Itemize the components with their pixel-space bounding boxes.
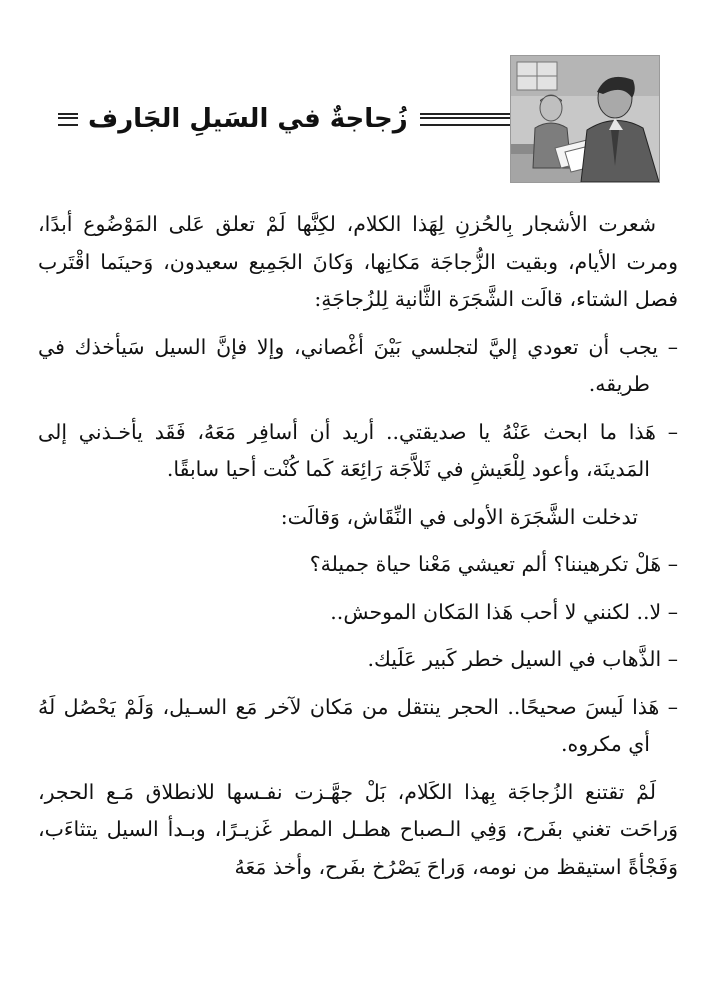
two-men-illustration bbox=[510, 55, 660, 183]
title-rule-right bbox=[420, 113, 510, 126]
dialog-line-3: – هَلْ تكرهيننا؟ ألم تعيشي مَعْنا حياة جميلة؟ bbox=[309, 552, 678, 576]
dialog-line-4: – لا.. لكنني لا أحب هَذا المَكان الموحش.. bbox=[330, 599, 678, 624]
chapter-header bbox=[58, 55, 660, 183]
dialog-line-1: – يجب أن تعودي إليَّ لتجلسي بَيْنَ أغْصاني، وإلا فإنَّ السيل سَيأخذك في طريقه. bbox=[38, 334, 678, 396]
paragraph-2: لَمْ تقتنع الزُجاجَة بِهذا الكَلام، بَلْ جهَّـزت نفـسها للانطلاق مَـع الحجر، وَراحَت تغني بفَرح، وَفِي الـصباح هطـل المطر غَزيـرًا، وبـدأ السيل يتثاءَب، وَفَجْأةً استيقظ من نومه، وَراحَ يَصْرُخ بفَرح، وأخذ مَعَهُ bbox=[38, 779, 678, 879]
story-body bbox=[38, 206, 678, 896]
dialog-line-6: – هَذا لَيسَ صحيحًا.. الحجر ينتقل من مَكان لآخر مَع السـيل، وَلَمْ يَحْصُل لَهُ أي مكروه. bbox=[38, 694, 678, 756]
narration-line: تدخلت الشَّجَرَة الأولى في النِّقَاش، وَقالَت: bbox=[280, 504, 638, 529]
chapter-title: زُجاجةٌ في السَيلِ الجَارف bbox=[88, 104, 408, 134]
title-row bbox=[58, 101, 510, 137]
title-rule-left bbox=[58, 113, 78, 126]
dialog-line-5: – الذَّهاب في السيل خطر كَبير عَلَيك. bbox=[367, 647, 678, 671]
dialog-line-2: – هَذا ما ابحث عَنْهُ يا صديقتي.. أريد أن أسافِر مَعَهُ، فَقَد يأخـذني إلى المَدينَة، وأعود لِلْعَيشِ في ثَلاَّجَة رَائِعَة كَما كُنْت أحيا سابقًا. bbox=[38, 419, 678, 481]
paragraph-1: شعرت الأشجار بِالحُزنِ لِهَذا الكلام، لكِنَّها لَمْ تعلق عَلى المَوْضُوع أبدًا، ومرت الأيام، وبقيت الزُّجاجَة مَكانِها، وَكانَ الجَمِيع سعيدون، وَحينَما اقْتَرب فصل الشتاء، قالَت الشَّجَرَة الثَّانية لِلزُجاجَةِ: bbox=[38, 212, 678, 311]
